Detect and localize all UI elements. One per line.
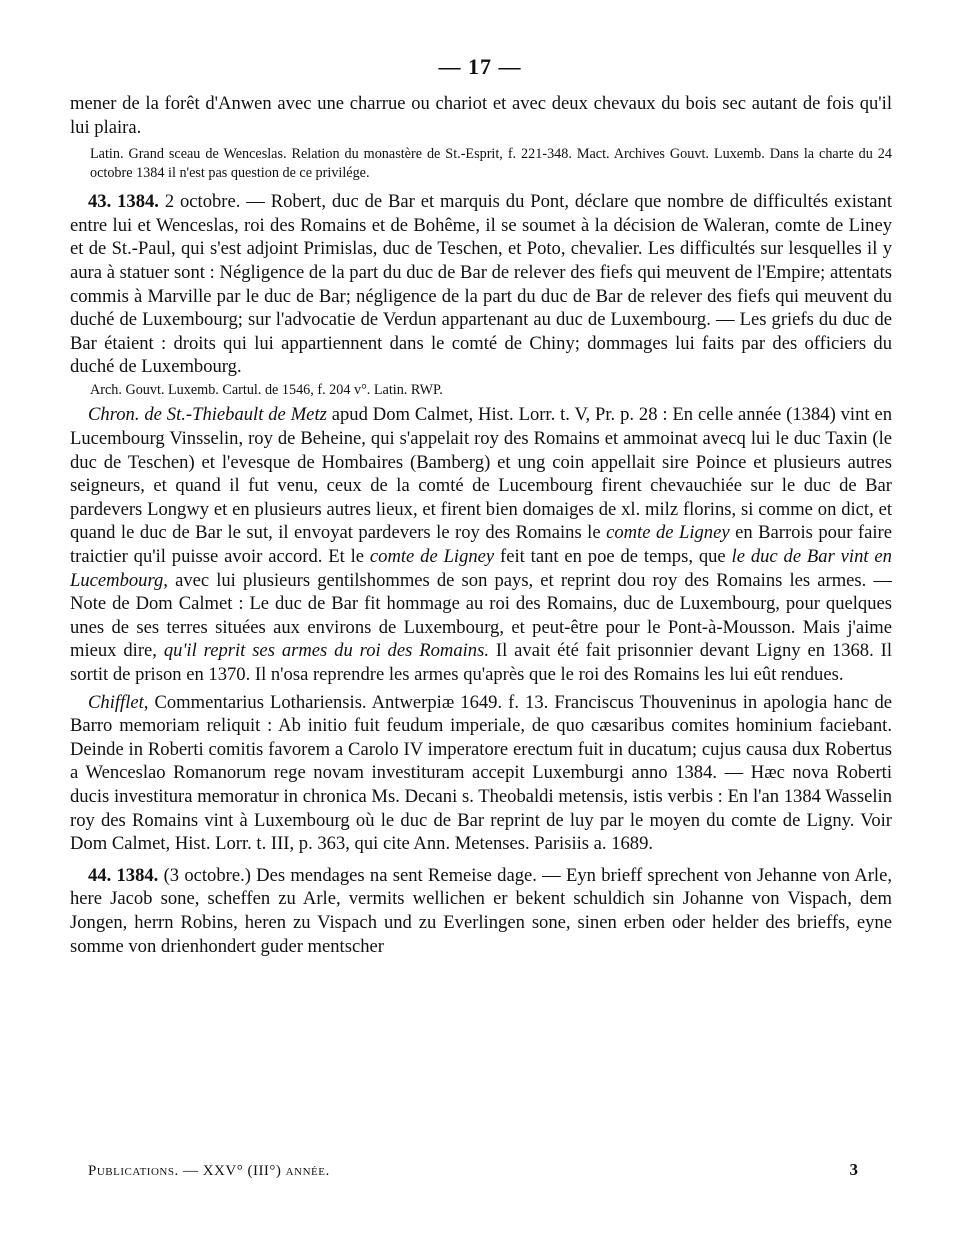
intro-source-note: Latin. Grand sceau de Wenceslas. Relation du monastère de St.-Esprit, f. 221-348. Mact. Archives Gouvt. Luxemb. Dans la charte du 24 octobre 1384 il n'est pas question de ce privilége. — [90, 146, 892, 181]
chifflet-quote — [70, 691, 892, 856]
chifflet-text: , Commentarius Lothariensis. Antwerpiæ 1649. f. 13. Franciscus Thouveninus in apologia hanc de Barro memoriam reliquit : Ab initio fuit feudum imperiale, de quo cæsaribus comites hominium faciebant. Deinde in Roberti comitis favorem a Carolo IV imperatore erectum fuit in ducatum; cujus causa dux Robertus a Wenceslao Romanorum rege novam investituram accepit Luxemburgi anno 1384. — Hæc nova Roberti ducis investitura memoratur in chronica Ms. Decani s. Theobaldi metensis, istis verbis : En l'an 1384 Wasselin roy des Romains vint à Luxembourg où le duc de Bar reprint de luy par le moyen du comte de Ligny. Voir Dom Calmet, Hist. Lorr. t. III, p. 363, qui cite Ann. Metenses. Parisiis a. 1689. — [70, 691, 892, 855]
chronicle-text-2: en Barrois pour faire traictier qu'il puisse avoir accord. Et le — [70, 522, 892, 567]
chronicle-text: apud Dom Calmet, Hist. Lorr. t. V, Pr. p. 28 : En celle année (1384) vint en Lucembourg Vinsselin, roy de Beheine, qui s'appelait roy des Romains et ammoinat avecq lui le duc Taxin (le duc de Teschen) et l'evesque de Hombaires (Bamberg) et ung coin appellait sire Poince et plusieurs autres seigneurs, et quand il fut venu, ceux de la comté de Lucembourg firent chevauchiée sur le duc de Bar pardevers Longwy et en plusieurs autres lieux, et firent bien domaiges de xl. milz florins, si comme on dict, et quand le duc de Bar le sut, il envoyat pardevers le roy des Romains le — [70, 404, 892, 544]
chronicle-quote — [70, 403, 892, 686]
chronicle-duc-bar: le duc de Bar vint en Lucembourg, — [70, 546, 892, 591]
chronicle-text-5: Il avait été fait prisonnier devant Ligny en 1368. Il sortit de prison en 1370. Il n'osa reprendre les armes qu'après que le roi des Romains les lui eût rendues. — [70, 640, 893, 685]
entry-43 — [70, 190, 892, 379]
entry-43-number: 43. 1384. — [88, 191, 159, 213]
chronicle-comte-2: comte de Ligney — [369, 546, 495, 567]
body-text — [70, 92, 892, 958]
page-number: — 17 — — [438, 54, 522, 79]
chronicle-reprit: qu'il reprit ses armes du roi des Romains. — [163, 640, 489, 662]
entry-44-text: (3 octobre.) Des mendages na sent Remeise dage. — Eyn brieff sprechent von Jehanne von Arle, here Jacob sone, scheffen zu Arle, vermits wellichen er bekent schuldich sin Johanne von Vispach, dem Jongen, herrn Robins, heren zu Vispach und zu Everlingen sone, sinen erben oder helder des brieffs, eyne somme von drienhondert guder mentscher — [70, 864, 892, 957]
chronicle-text-3: feit tant en poe de temps, que — [500, 546, 726, 567]
entry-43-source: Arch. Gouvt. Luxemb. Cartul. de 1546, f. 204 v°. Latin. RWP. — [90, 381, 443, 398]
chronicle-title: Chron. de St.-Thiebault de Metz — [88, 404, 327, 426]
entry-44 — [70, 864, 892, 958]
footer-signature-mark: 3 — [849, 1160, 858, 1179]
page-footer — [88, 1160, 888, 1180]
entry-44-number: 44. 1384. — [88, 864, 159, 886]
footer-publication: Publications. — XXV° (III°) année. — [88, 1163, 330, 1179]
intro-paragraph: mener de la forêt d'Anwen avec une charrue ou chariot et avec deux chevaux du bois sec autant de fois qu'il lui plaira. — [70, 93, 892, 138]
entry-43-text: 2 octobre. — Robert, duc de Bar et marquis du Pont, déclare que nombre de difficultés existant entre lui et Wenceslas, roi des Romains et de Bohême, il se soumet à la décision de Waleran, comte de Liney et de St.-Paul, qui s'est adjoint Primislas, duc de Teschen, et Poto, chevalier. Les difficultés sur lesquelles il y aura à statuer sont : Négligence de la part du duc de Bar de relever des fiefs qui meuvent de l'Empire; attentats commis à Marville par le duc de Bar; négligence de la part du duc de Bar de relever des fiefs qui meuvent du duché de Luxembourg; sur l'advocatie de Verdun appartenant au duc de Luxembourg. — Les griefs du duc de Bar étaient : droits qui lui appartiennent dans le comté de Chiny; dommages lui faits par des officiers du duché de Luxembourg. — [70, 191, 892, 378]
chronicle-comte-1: comte de Ligney — [606, 522, 730, 544]
chronicle-text-4: avec lui plusieurs gentilshommes de son pays, et reprint dou roy des Romains les armes. — Note de Dom Calmet : Le duc de Bar fit hommage au roi des Romains, duc de Luxembourg, pour quelques unes de ses terres situées aux environs de Luxembourg, et peut-être pour le Pont-à-Mousson. Mais j'aime mieux dire, — [70, 569, 892, 662]
chifflet-author: Chifflet — [88, 691, 144, 713]
